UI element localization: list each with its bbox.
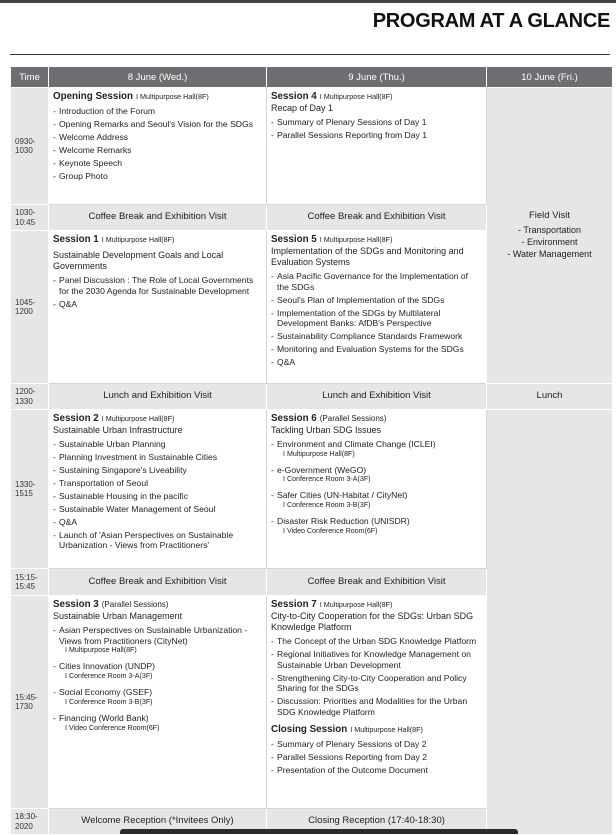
- coffee-break-day2: Coffee Break and Exhibition Visit: [267, 569, 487, 596]
- list-item: - Sustainable Housing in the pacific: [53, 491, 262, 502]
- session-title: Opening Session: [53, 91, 134, 102]
- list-item: - Welcome Address: [53, 132, 262, 143]
- list-item: - Discussion: Priorities and Modalities for the Urban SDG Knowledge Platform: [271, 696, 482, 718]
- session-title: Session 5: [271, 234, 317, 245]
- time-slot: 1030- 10:45: [11, 205, 49, 231]
- session-subtitle: Implementation of the SDGs and Monitoring and Evaluation Systems: [271, 245, 464, 267]
- list-item: - Financing (World Bank) I Video Conference Room(6F): [53, 713, 262, 733]
- session-location: I Multipurpose Hall(8F): [101, 235, 175, 244]
- opening-session-cell: [49, 88, 267, 205]
- list-item: - Water Management: [491, 248, 608, 260]
- header-day3: 10 June (Fri.): [487, 67, 613, 88]
- list-item: - Environment: [491, 236, 608, 248]
- list-item: - Sustaining Singapore's Liveability: [53, 465, 262, 476]
- top-rule: [0, 0, 616, 3]
- session-1-cell: [49, 231, 267, 384]
- list-item: - Keynote Speech: [53, 158, 262, 169]
- list-item: - Implementation of the SDGs by Multilateral Development Banks: AfDB's Perspective: [271, 308, 482, 330]
- coffee-break-day1: Coffee Break and Exhibition Visit: [49, 569, 267, 596]
- list-item: - Social Economy (GSEF) I Conference Room 3-B(3F): [53, 687, 262, 707]
- session-5-cell: [267, 231, 487, 384]
- list-item: - Panel Discussion : The Role of Local Governments for the 2030 Agenda for Sustainable Development: [53, 275, 262, 297]
- room-location: I Conference Room 3-B(3F): [283, 501, 371, 510]
- session-location: I Multipurpose Hall(8F): [101, 414, 175, 423]
- header-day2: 9 June (Thu.): [267, 67, 487, 88]
- list-item: - Regional Initiatives for Knowledge Management on Sustainable Urban Development: [271, 649, 482, 671]
- session-items: [271, 117, 482, 141]
- list-item: - Seoul's Plan of Implementation of the SDGs: [271, 295, 482, 306]
- room-location: I Video Conference Room(6F): [283, 526, 378, 535]
- session-2-cell: [49, 410, 267, 569]
- title-underline: [10, 54, 610, 55]
- session-subtitle: City-to-City Cooperation for the SDGs: Urban SDG Knowledge Platform: [271, 610, 474, 632]
- room-location: I Conference Room 3-A(3F): [65, 672, 153, 681]
- session-items: [271, 271, 482, 368]
- lunch-day1: Lunch and Exhibition Visit: [49, 384, 267, 410]
- list-item: - Q&A: [271, 357, 482, 368]
- list-item: - Parallel Sessions Reporting from Day 2: [271, 752, 482, 763]
- session-note: (Parallel Sessions): [319, 414, 387, 423]
- session-title: Session 7: [271, 599, 317, 610]
- closing-session-title: Closing Session: [271, 723, 348, 735]
- session-items: [53, 275, 262, 310]
- day3-morning-cell: [487, 88, 613, 384]
- session-location: I Multipurpose Hall(8F): [319, 92, 393, 101]
- session-subtitle: Sustainable Urban Management: [53, 610, 183, 621]
- list-item: - Launch of 'Asian Perspectives on Sustainable Urbanization - Views from Practitioners': [53, 530, 262, 552]
- list-item: - Introduction of the Forum: [53, 106, 262, 117]
- time-slot: 1330- 1515: [11, 410, 49, 569]
- session-items: [271, 439, 482, 536]
- list-item: - Welcome Remarks: [53, 145, 262, 156]
- list-item: - Strengthening City-to-City Cooperation and Policy Sharing for the SDGs: [271, 673, 482, 695]
- session-subtitle: Recap of Day 1: [271, 102, 334, 113]
- session-subtitle: Tackling Urban SDG Issues: [271, 424, 382, 435]
- list-item: - Asian Perspectives on Sustainable Urbanization - Views from Practitioners (CityNet) I Multipurpose Hall(8F): [53, 625, 262, 656]
- session-note: (Parallel Sessions): [101, 600, 169, 609]
- list-item: - e-Government (WeGO) I Conference Room 3-A(3F): [271, 465, 482, 485]
- list-item: - Cities Innovation (UNDP) I Conference Room 3-A(3F): [53, 661, 262, 681]
- list-item: - Presentation of the Outcome Document: [271, 765, 482, 776]
- session-items: [53, 625, 262, 733]
- list-item: - Parallel Sessions Reporting from Day 1: [271, 130, 482, 141]
- list-item: - Sustainable Water Management of Seoul: [53, 504, 262, 515]
- session-location: I Multipurpose Hall(8F): [319, 235, 393, 244]
- session-title: Session 3: [53, 599, 99, 610]
- time-slot: 15:45- 1730: [11, 596, 49, 809]
- session-7-cell: [267, 596, 487, 809]
- session-items: [271, 636, 482, 718]
- field-visit-items: [491, 224, 608, 260]
- list-item: - Transportation of Seoul: [53, 478, 262, 489]
- list-item: - The Concept of the Urban SDG Knowledge Platform: [271, 636, 482, 647]
- session-4-cell: [267, 88, 487, 205]
- session-subtitle: Sustainable Development Goals and Local Governments: [53, 249, 224, 271]
- header-day1: 8 June (Wed.): [49, 67, 267, 88]
- session-title: Session 4: [271, 91, 317, 102]
- list-item: - Environment and Climate Change (ICLEI) I Multipurpose Hall(8F): [271, 439, 482, 459]
- list-item: - Opening Remarks and Seoul's Vision for the SDGs: [53, 119, 262, 130]
- session-3-cell: [49, 596, 267, 809]
- list-item: - Group Photo: [53, 171, 262, 182]
- lunch-day2: Lunch and Exhibition Visit: [267, 384, 487, 410]
- list-item: - Planning Investment in Sustainable Cities: [53, 452, 262, 463]
- session-location: I Multipurpose Hall(8F): [350, 724, 423, 734]
- field-visit: [491, 91, 608, 260]
- room-location: I Multipurpose Hall(8F): [65, 646, 137, 655]
- coffee-break-day1: Coffee Break and Exhibition Visit: [49, 205, 267, 231]
- closing-reception: Closing Reception (17:40-18:30): [267, 809, 487, 835]
- session-title: Session 2: [53, 413, 99, 424]
- day3-afternoon-cell: [487, 410, 613, 835]
- session-title: Session 6: [271, 413, 317, 424]
- program-table: [10, 66, 613, 835]
- list-item: - Summary of Plenary Sessions of Day 1: [271, 117, 482, 128]
- room-location: I Conference Room 3-B(3F): [65, 697, 153, 706]
- session-subtitle: Sustainable Urban Infrastructure: [53, 424, 183, 435]
- time-slot: 1045- 1200: [11, 231, 49, 384]
- session-location: I Multipurpose Hall(8F): [136, 92, 209, 101]
- list-item: - Disaster Risk Reduction (UNISDR) I Video Conference Room(6F): [271, 516, 482, 536]
- session-items: [53, 106, 262, 182]
- list-item: - Q&A: [53, 517, 262, 528]
- list-item: - Transportation: [491, 224, 608, 236]
- session-items: [53, 439, 262, 551]
- list-item: - Safer Cities (UN-Habitat / CityNet) I Conference Room 3-B(3F): [271, 490, 482, 510]
- page-title: PROGRAM AT A GLANCE: [372, 10, 610, 32]
- header-time: Time: [11, 67, 49, 88]
- list-item: - Monitoring and Evaluation Systems for the SDGs: [271, 344, 482, 355]
- list-item: - Sustainability Compliance Standards Framework: [271, 331, 482, 342]
- session-location: I Multipurpose Hall(8F): [319, 600, 393, 609]
- session-title: Session 1: [53, 234, 99, 245]
- time-slot: 15:15- 15:45: [11, 569, 49, 596]
- coffee-break-day2: Coffee Break and Exhibition Visit: [267, 205, 487, 231]
- time-slot: 0930- 1030: [11, 88, 49, 205]
- list-item: - Q&A: [53, 299, 262, 310]
- page-edge-bar: [120, 829, 518, 834]
- room-location: I Conference Room 3-A(3F): [283, 475, 371, 484]
- list-item: - Asia Pacific Governance for the Implementation of the SDGs: [271, 271, 482, 293]
- list-item: - Sustainable Urban Planning: [53, 439, 262, 450]
- field-visit-title: Field Visit: [528, 210, 570, 221]
- session-6-cell: [267, 410, 487, 569]
- room-location: I Video Conference Room(6F): [65, 723, 160, 732]
- room-location: I Multipurpose Hall(8F): [283, 449, 355, 458]
- time-slot: 18:30- 2020: [11, 809, 49, 835]
- list-item: - Summary of Plenary Sessions of Day 2: [271, 739, 482, 750]
- closing-session-items: [271, 739, 482, 776]
- welcome-reception: Welcome Reception (*Invitees Only): [49, 809, 267, 835]
- time-slot: 1200- 1330: [11, 384, 49, 410]
- lunch-day3: Lunch: [487, 384, 613, 410]
